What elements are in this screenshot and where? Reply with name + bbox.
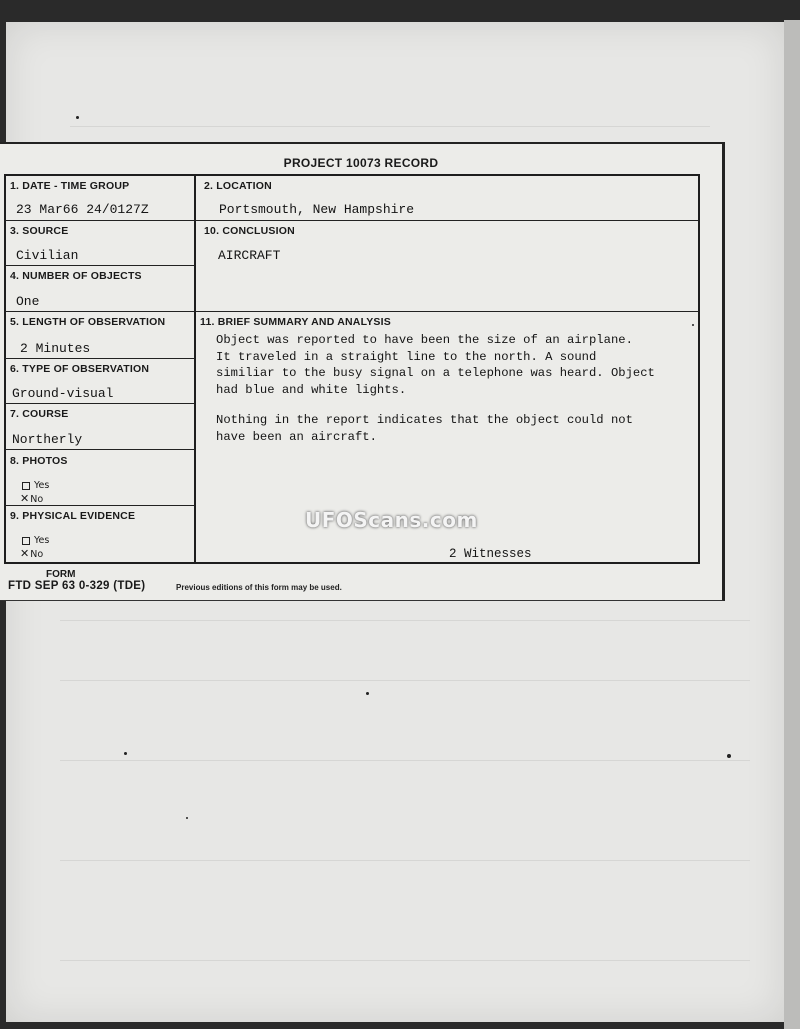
- source-label: 3. SOURCE: [10, 225, 69, 237]
- number-of-objects-label: 4. NUMBER OF OBJECTS: [10, 270, 142, 282]
- checkbox-empty-icon: [22, 537, 30, 545]
- length-of-observation-value: 2 Minutes: [20, 341, 91, 356]
- scan-speck: [692, 324, 694, 326]
- bleed-through-line: [60, 760, 750, 761]
- course-value: Northerly: [12, 432, 83, 447]
- scan-speck: [124, 752, 127, 755]
- photos-no-option: [20, 492, 43, 505]
- scan-speck: [727, 754, 731, 758]
- number-of-objects-value: One: [16, 294, 40, 309]
- grid-rule: [4, 403, 195, 404]
- physical-yes-text: Yes: [34, 535, 50, 546]
- photos-label: 8. PHOTOS: [10, 455, 68, 467]
- summary-paragraph: Nothing in the report indicates that the object could not have been an aircraft.: [216, 413, 633, 444]
- summary-text: [216, 332, 696, 459]
- type-of-observation-label: 6. TYPE OF OBSERVATION: [10, 363, 150, 375]
- bleed-through-line: [60, 860, 750, 861]
- scan-speck: [186, 817, 188, 819]
- scan-speck: [76, 116, 79, 119]
- scan-edge: [784, 20, 800, 1029]
- conclusion-label: 10. CONCLUSION: [204, 225, 295, 237]
- watermark-text: UFOScans.com: [305, 508, 478, 532]
- type-of-observation-value: Ground-visual: [12, 386, 114, 401]
- physical-evidence-label: 9. PHYSICAL EVIDENCE: [10, 510, 136, 522]
- date-time-value: 23 Mar66 24/0127Z: [16, 202, 149, 217]
- bleed-through-line: [70, 126, 710, 127]
- witnesses-count: 2 Witnesses: [449, 547, 532, 561]
- record-title: PROJECT 10073 RECORD: [283, 156, 439, 170]
- cross-mark-icon: ✕: [20, 547, 30, 560]
- grid-rule: [4, 311, 700, 312]
- length-of-observation-label: 5. LENGTH OF OBSERVATION: [10, 316, 166, 328]
- bleed-through-line: [60, 620, 750, 621]
- form-word: FORM: [46, 569, 76, 580]
- photos-yes-text: Yes: [34, 480, 50, 491]
- cross-mark-icon: ✕: [20, 492, 30, 505]
- physical-no-option: [20, 547, 43, 560]
- course-label: 7. COURSE: [10, 408, 69, 420]
- photos-yes-option: [22, 480, 49, 491]
- date-time-label: 1. DATE - TIME GROUP: [10, 180, 130, 192]
- grid-rule: [4, 220, 700, 221]
- conclusion-value: AIRCRAFT: [218, 248, 281, 263]
- source-value: Civilian: [16, 248, 79, 263]
- grid-rule: [4, 358, 195, 359]
- grid-rule: [4, 505, 195, 506]
- photos-no-text: No: [30, 494, 44, 505]
- checkbox-empty-icon: [22, 482, 30, 490]
- grid-rule: [4, 449, 195, 450]
- bleed-through-line: [60, 960, 750, 961]
- form-id: FTD SEP 63 0-329 (TDE): [8, 580, 146, 592]
- summary-paragraph: Object was reported to have been the size of an airplane. It traveled in a straight line to the north. A sound similiar to the busy signal on a telephone was heard. Object had blue and white lights.: [216, 333, 655, 397]
- location-value: Portsmouth, New Hampshire: [219, 202, 415, 217]
- physical-yes-option: [22, 535, 49, 546]
- physical-no-text: No: [30, 549, 44, 560]
- bleed-through-line: [60, 680, 750, 681]
- scan-speck: [366, 692, 369, 695]
- summary-label: 11. BRIEF SUMMARY AND ANALYSIS: [200, 316, 391, 328]
- location-label: 2. LOCATION: [204, 180, 272, 192]
- form-note: Previous editions of this form may be used.: [176, 583, 342, 592]
- grid-rule: [4, 265, 195, 266]
